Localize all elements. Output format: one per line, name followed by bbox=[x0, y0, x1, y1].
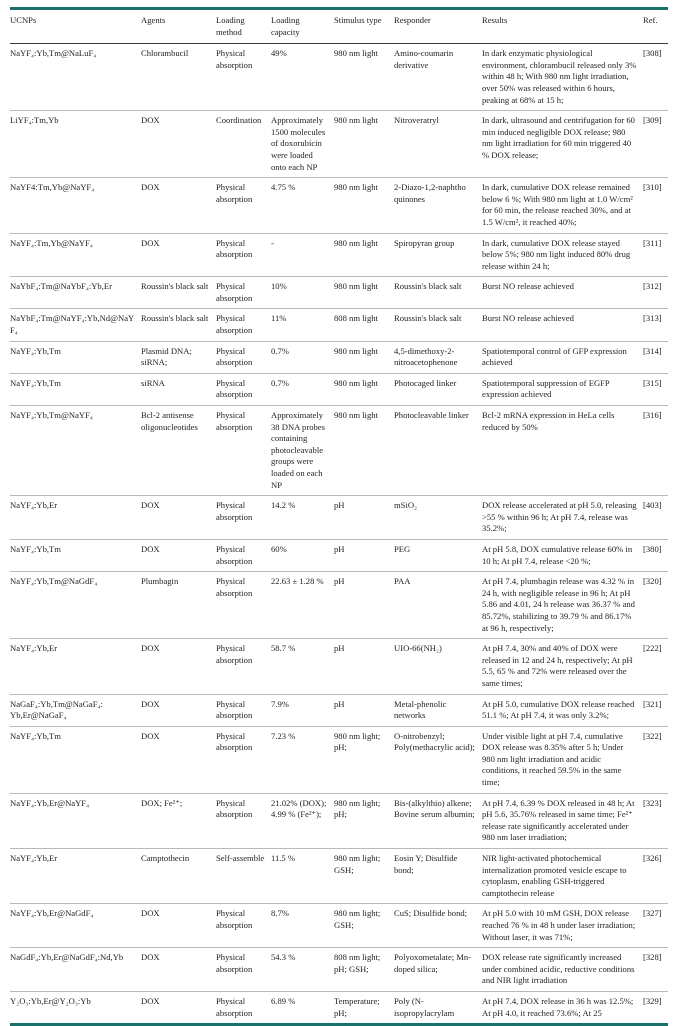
cell-responder: Bis-(alkylthio) alkene; Bovine serum albumin; bbox=[394, 797, 475, 820]
cell-ucnps: NaYF₄:Yb,Er bbox=[10, 500, 58, 511]
cell-method: Physical absorption bbox=[216, 410, 253, 432]
cell-agents: DOX bbox=[141, 237, 160, 248]
cell-agents: DOX bbox=[141, 182, 160, 193]
cell-ucnps: NaYF₄:Yb,Er bbox=[10, 643, 58, 654]
cell-stimulus: 980 nm light; GSH; bbox=[334, 908, 381, 930]
cell-ref[interactable]: [321] bbox=[643, 698, 662, 709]
table-row bbox=[10, 277, 668, 309]
cell-ref[interactable]: [322] bbox=[643, 730, 662, 741]
cell-method: Physical absorption bbox=[216, 576, 253, 598]
cell-method: Physical absorption bbox=[216, 281, 253, 303]
cell-stimulus: pH bbox=[334, 643, 345, 654]
cell-results: NIR light-activated photochemical internalization promoted vesicle escape to cytoplasm, enabling GSH-triggered camptothecin release bbox=[482, 853, 627, 898]
cell-ref[interactable]: [315] bbox=[643, 377, 662, 388]
cell-responder: UIO-66(NH₂) bbox=[394, 643, 442, 654]
cell-agents: DOX bbox=[141, 500, 160, 511]
table-row bbox=[10, 496, 668, 540]
cell-results: DOX release accelerated at pH 5.0, releasing >55 % within 96 h; At pH 7.4, release was 35.2%; bbox=[482, 500, 637, 534]
cell-stimulus: 980 nm light bbox=[334, 237, 378, 248]
cell-responder: Roussin's black salt bbox=[394, 281, 462, 292]
cell-ref[interactable]: [327] bbox=[643, 908, 662, 919]
cell-stimulus: pH bbox=[334, 698, 345, 709]
cell-ucnps: NaGaF₄:Yb,Tm@NaGaF₄: Yb,Er@NaGaF₄ bbox=[10, 698, 103, 721]
table-header bbox=[10, 9, 668, 44]
cell-agents: DOX; Fe²⁺; bbox=[141, 797, 183, 808]
table-row bbox=[10, 406, 668, 496]
cell-responder: Amino-coumarin derivative bbox=[394, 48, 454, 70]
cell-stimulus: 980 nm light; pH; bbox=[334, 730, 381, 753]
cell-ref[interactable]: [380] bbox=[643, 543, 662, 554]
cell-ref[interactable]: [323] bbox=[643, 797, 662, 808]
table-row bbox=[10, 991, 668, 1024]
cell-results: Spatiotemporal suppression of EGFP expression achieved bbox=[482, 377, 610, 400]
table-row bbox=[10, 309, 668, 341]
cell-responder: Photocleavable linker bbox=[394, 410, 469, 421]
cell-ucnps: NaYF₄:Yb,Tm@NaGdF₄ bbox=[10, 576, 98, 587]
cell-ucnps: NaYF₄:Yb,Tm bbox=[10, 377, 61, 388]
cell-capacity: 60% bbox=[271, 543, 287, 554]
cell-ref[interactable]: [329] bbox=[643, 995, 662, 1006]
cell-ref[interactable]: [313] bbox=[643, 313, 662, 324]
table-row bbox=[10, 904, 668, 948]
cell-capacity: 11.5 % bbox=[271, 853, 296, 864]
cell-responder: mSiO₂ bbox=[394, 500, 418, 511]
cell-method: Physical absorption bbox=[216, 377, 253, 400]
cell-capacity: 0.7% bbox=[271, 377, 289, 388]
cell-stimulus: 808 nm light; pH; GSH; bbox=[334, 952, 381, 974]
cell-capacity: 8.7% bbox=[271, 908, 289, 919]
cell-responder: PEG bbox=[394, 543, 411, 554]
cell-results: In dark, cumulative DOX release stayed below 5%; 980 nm light induced 80% drug release within 24 h; bbox=[482, 237, 631, 271]
cell-capacity: 49% bbox=[271, 48, 287, 59]
cell-ref[interactable]: [320] bbox=[643, 576, 662, 587]
column-header-loading-method: Loading method bbox=[216, 9, 271, 44]
cell-capacity: 0.7% bbox=[271, 345, 289, 356]
table-row bbox=[10, 233, 668, 277]
cell-results: At pH 7.4, 30% and 40% of DOX were released in 12 and 24 h, respectively; At pH 5.5, 65 % and 72% were released over the same times; bbox=[482, 643, 633, 688]
cell-results: At pH 5.8, DOX cumulative release 60% in 10 h; At pH 7.4, release <20 %; bbox=[482, 543, 633, 566]
cell-responder: Eosin Y; Disulfide bond; bbox=[394, 853, 458, 875]
cell-agents: Roussin's black salt bbox=[141, 281, 209, 292]
cell-ucnps: NaYF₄:Yb,Tm@NaLuF₄ bbox=[10, 48, 97, 59]
cell-ref[interactable]: [403] bbox=[643, 500, 662, 511]
cell-results: At pH 7.4, 6.39 % DOX released in 48 h; At pH 5.6, 35.76% released in same time; Fe²⁺ release rate significantly accelerated under 980 nm laser irradiation; bbox=[482, 797, 635, 843]
cell-capacity: 7.23 % bbox=[271, 730, 296, 741]
cell-ref[interactable]: [316] bbox=[643, 410, 662, 421]
cell-agents: Roussin's black salt bbox=[141, 313, 209, 324]
table-row bbox=[10, 111, 668, 178]
table-row bbox=[10, 572, 668, 639]
table-row bbox=[10, 539, 668, 571]
cell-agents: DOX bbox=[141, 115, 160, 126]
cell-capacity: 14.2 % bbox=[271, 500, 296, 511]
cell-ucnps: LiYF₄:Tm,Yb bbox=[10, 115, 59, 126]
table-row bbox=[10, 341, 668, 373]
cell-results: Spatiotemporal control of GFP expression achieved bbox=[482, 345, 627, 368]
column-header-responder: Responder bbox=[394, 9, 482, 44]
cell-method: Physical absorption bbox=[216, 543, 253, 566]
cell-results: In dark, ultrasound and centrifugation for 60 min induced negligible DOX release; 980 nm light irradiation for 60 min triggered 40 % DOX release; bbox=[482, 115, 635, 160]
cell-capacity: Approximately 38 DNA probes containing photocleavable groups were loaded on each NP bbox=[271, 410, 325, 490]
cell-stimulus: 980 nm light bbox=[334, 48, 378, 59]
cell-responder: 4,5-dimethoxy-2-nitroacetophenone bbox=[394, 345, 458, 368]
cell-agents: DOX bbox=[141, 643, 160, 654]
cell-ref[interactable]: [314] bbox=[643, 345, 662, 356]
cell-stimulus: pH bbox=[334, 500, 345, 511]
cell-agents: DOX bbox=[141, 952, 160, 963]
cell-ref[interactable]: [326] bbox=[643, 853, 662, 864]
cell-ucnps: NaYbF₄:Tm@NaYbF₄:Yb,Er bbox=[10, 281, 112, 292]
table-row bbox=[10, 373, 668, 405]
cell-method: Physical absorption bbox=[216, 48, 253, 70]
cell-stimulus: pH bbox=[334, 543, 345, 554]
cell-ucnps: NaYF₄:Yb,Tm@NaYF₄ bbox=[10, 410, 93, 421]
cell-ref[interactable]: [311] bbox=[643, 237, 662, 248]
cell-capacity: 7.9% bbox=[271, 698, 289, 709]
cell-ucnps: NaYF₄:Yb,Er bbox=[10, 853, 58, 864]
cell-stimulus: 808 nm light bbox=[334, 313, 378, 324]
cell-responder: Poly (N-isopropylacrylam bbox=[394, 995, 455, 1018]
cell-agents: Camptothecin bbox=[141, 853, 190, 864]
cell-stimulus: 980 nm light bbox=[334, 281, 378, 292]
cell-results: At pH 5.0, cumulative DOX release reached 51.1 %; At pH 7.4, it was only 3.2%; bbox=[482, 698, 635, 721]
cell-method: Physical absorption bbox=[216, 237, 253, 260]
cell-method: Physical absorption bbox=[216, 908, 253, 930]
cell-responder: Roussin's black salt bbox=[394, 313, 462, 324]
cell-ucnps: NaYF₄:Yb,Tm bbox=[10, 730, 61, 741]
cell-ucnps: NaYF₄:Tm,Yb@NaYF₄ bbox=[10, 237, 93, 248]
cell-agents: Plasmid DNA; siRNA; bbox=[141, 345, 192, 368]
cell-results: DOX release rate significantly increased under combined acidic, reductive conditions and NIR light irradiation bbox=[482, 952, 635, 986]
cell-capacity: 21.02% (DOX); 4.99 % (Fe²⁺); bbox=[271, 797, 327, 820]
cell-capacity: Approximately 1500 molecules of doxorubicin were loaded onto each NP bbox=[271, 115, 326, 172]
cell-results: In dark enzymatic physiological environment, chlorambucil released only 3% within 48 h; With 980 nm light irradiation, over 50% was released within 6 hours, peaking at 68% at 15 h; bbox=[482, 48, 637, 105]
column-header-results: Results bbox=[482, 9, 643, 44]
cell-stimulus: 980 nm light; GSH; bbox=[334, 853, 381, 875]
table-row bbox=[10, 793, 668, 848]
cell-results: At pH 7.4, DOX release in 36 h was 12.5%; At pH 4.0, it reached 73.6%; At 25 bbox=[482, 995, 634, 1018]
table-row bbox=[10, 948, 668, 992]
cell-capacity: 10% bbox=[271, 281, 287, 292]
cell-ref[interactable]: [308] bbox=[643, 48, 662, 59]
column-header-stimulus-type: Stimulus type bbox=[334, 9, 394, 44]
cell-method: Physical absorption bbox=[216, 952, 253, 974]
table-row bbox=[10, 44, 668, 111]
cell-capacity: 22.63 ± 1.28 % bbox=[271, 576, 324, 587]
cell-method: Physical absorption bbox=[216, 313, 253, 336]
table-header-row bbox=[10, 9, 668, 44]
cell-method: Physical absorption bbox=[216, 643, 253, 665]
cell-agents: DOX bbox=[141, 698, 160, 709]
column-header-ref: Ref. bbox=[643, 9, 668, 44]
cell-ref[interactable]: [312] bbox=[643, 281, 662, 292]
cell-responder: O-nitrobenzyl; Poly(methacrylic acid); bbox=[394, 730, 475, 753]
cell-stimulus: 980 nm light bbox=[334, 182, 378, 193]
cell-ucnps: NaYbF₄:Tm@NaYF₄:Yb,Nd@NaYF₄ bbox=[10, 313, 135, 336]
cell-stimulus: 980 nm light bbox=[334, 345, 378, 356]
cell-results: Burst NO release achieved bbox=[482, 313, 574, 324]
cell-responder: PAA bbox=[394, 576, 411, 587]
cell-ucnps: NaGdF₄:Yb,Er@NaGdF₄:Nd,Yb bbox=[10, 952, 124, 963]
table-row bbox=[10, 178, 668, 233]
cell-ucnps: NaYF₄:Yb,Tm bbox=[10, 543, 61, 554]
cell-responder: Metal-phenolic networks bbox=[394, 698, 447, 721]
cell-capacity: 58.7 % bbox=[271, 643, 296, 654]
cell-ref[interactable]: [309] bbox=[643, 115, 662, 126]
cell-agents: DOX bbox=[141, 995, 160, 1006]
cell-agents: DOX bbox=[141, 908, 160, 919]
cell-ucnps: NaYF₄:Yb,Er@NaGdF₄ bbox=[10, 908, 94, 919]
cell-results: At pH 5.0 with 10 mM GSH, DOX release reached 76 % in 48 h under laser irradiation; Without laser, it was 71%; bbox=[482, 908, 636, 942]
cell-method: Physical absorption bbox=[216, 698, 253, 721]
cell-ref[interactable]: [222] bbox=[643, 643, 662, 654]
cell-ucnps: NaYF4:Tm,Yb@NaYF₄ bbox=[10, 182, 95, 193]
cell-agents: Plumbagin bbox=[141, 576, 179, 587]
cell-method: Physical absorption bbox=[216, 182, 253, 204]
cell-stimulus: pH bbox=[334, 576, 345, 587]
cell-ref[interactable]: [328] bbox=[643, 952, 662, 963]
cell-stimulus: 980 nm light bbox=[334, 410, 378, 421]
cell-method: Self-assemble bbox=[216, 853, 265, 864]
cell-responder: CuS; Disulfide bond; bbox=[394, 908, 468, 919]
column-header-ucnps: UCNPs bbox=[10, 9, 141, 44]
cell-capacity: 6.89 % bbox=[271, 995, 296, 1006]
cell-agents: DOX bbox=[141, 543, 160, 554]
cell-capacity: 4.75 % bbox=[271, 182, 296, 193]
cell-capacity: 54.3 % bbox=[271, 952, 296, 963]
column-header-loading-capacity: Loading capacity bbox=[271, 9, 334, 44]
column-header-agents: Agents bbox=[141, 9, 216, 44]
cell-ref[interactable]: [310] bbox=[643, 182, 662, 193]
table-body bbox=[10, 44, 668, 1025]
cell-ucnps: NaYF₄:Yb,Tm bbox=[10, 345, 61, 356]
cell-method: Physical absorption bbox=[216, 730, 253, 753]
cell-capacity: 11% bbox=[271, 313, 287, 324]
results-table bbox=[10, 7, 668, 1026]
cell-stimulus: 980 nm light; pH; bbox=[334, 797, 381, 820]
table-row bbox=[10, 639, 668, 694]
cell-method: Physical absorption bbox=[216, 345, 253, 368]
cell-method: Physical absorption bbox=[216, 995, 253, 1018]
table-row bbox=[10, 694, 668, 726]
cell-responder: 2-Diazo-1,2-naphtho quinones bbox=[394, 182, 466, 204]
cell-responder: Polyoxometalate; Mn-doped silica; bbox=[394, 952, 472, 974]
cell-ucnps: Y₂O₃:Yb,Er@Y₂O₃:Yb bbox=[10, 995, 91, 1006]
cell-responder: Nitroveratryl bbox=[394, 115, 439, 126]
cell-method: Physical absorption bbox=[216, 500, 253, 522]
cell-results: Bcl-2 mRNA expression in HeLa cells reduced by 50% bbox=[482, 410, 615, 432]
cell-results: In dark, cumulative DOX release remained below 6 %; With 980 nm light at 1.0 W/cm² for 60 min, the release reached 30%, and at 1.5 W/cm², it reached 40%; bbox=[482, 182, 633, 227]
cell-capacity: - bbox=[271, 237, 274, 248]
cell-agents: Chlorambucil bbox=[141, 48, 189, 59]
cell-results: At pH 7.4, plumbagin release was 4.32 % in 24 h, with negligible release in 96 h; At pH 5.86 and 4.01, 24 h release was 36.37 % and 85.72%, stabilizing to 39.79 % and 86.17% at 96 h, respectively; bbox=[482, 576, 635, 633]
cell-ucnps: NaYF₄:Yb,Er@NaYF₄ bbox=[10, 797, 90, 808]
cell-agents: DOX bbox=[141, 730, 160, 741]
cell-method: Coordination bbox=[216, 115, 262, 126]
cell-stimulus: 980 nm light bbox=[334, 377, 378, 388]
cell-agents: Bcl-2 antisense oligonucleotides bbox=[141, 410, 198, 432]
cell-agents: siRNA bbox=[141, 377, 165, 388]
cell-results: Under visible light at pH 7.4, cumulative DOX release was 8.35% after 5 h; Under 980 nm light irradiation and acidic conditions, it reached 59.5% in the same time; bbox=[482, 730, 624, 788]
cell-responder: Photocaged linker bbox=[394, 377, 457, 388]
table-row bbox=[10, 849, 668, 904]
cell-results: Burst NO release achieved bbox=[482, 281, 574, 292]
cell-stimulus: Temperature; pH; bbox=[334, 995, 380, 1018]
table-row bbox=[10, 726, 668, 793]
cell-responder: Spiropyran group bbox=[394, 237, 455, 248]
cell-method: Physical absorption bbox=[216, 797, 253, 820]
cell-stimulus: 980 nm light bbox=[334, 115, 378, 126]
